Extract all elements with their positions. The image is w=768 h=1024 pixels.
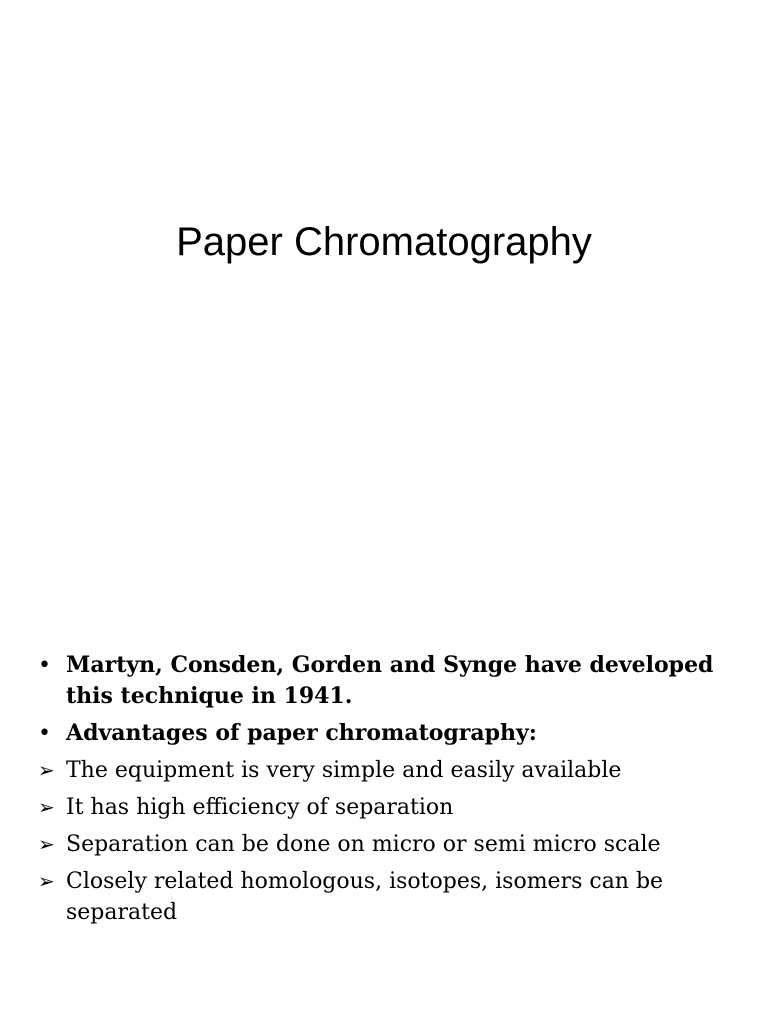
slide-title: Paper Chromatography: [176, 220, 592, 264]
arrow-bullet-icon: ➢: [38, 795, 55, 819]
list-item: [38, 755, 718, 786]
list-item: [38, 792, 718, 823]
bullet-icon: •: [38, 721, 51, 746]
list-item-text: Separation can be done on micro or semi micro scale: [66, 832, 661, 857]
list-item-text: Advantages of paper chromatography:: [66, 720, 537, 746]
arrow-bullet-icon: ➢: [38, 832, 55, 856]
list-item-text: The equipment is very simple and easily available: [66, 758, 622, 783]
arrow-bullet-icon: ➢: [38, 758, 55, 782]
list-item-text: Closely related homologous, isotopes, isomers can be separated: [66, 869, 664, 925]
content-list: [38, 650, 718, 934]
list-item: [38, 866, 718, 928]
list-item: [38, 718, 718, 749]
bullet-icon: •: [38, 653, 51, 678]
list-item-text: It has high efficiency of separation: [66, 795, 454, 820]
arrow-bullet-icon: ➢: [38, 869, 55, 893]
list-item: [38, 829, 718, 860]
list-item-text: Martyn, Consden, Gorden and Synge have developed this technique in 1941.: [66, 652, 714, 709]
list-item: [38, 650, 718, 712]
